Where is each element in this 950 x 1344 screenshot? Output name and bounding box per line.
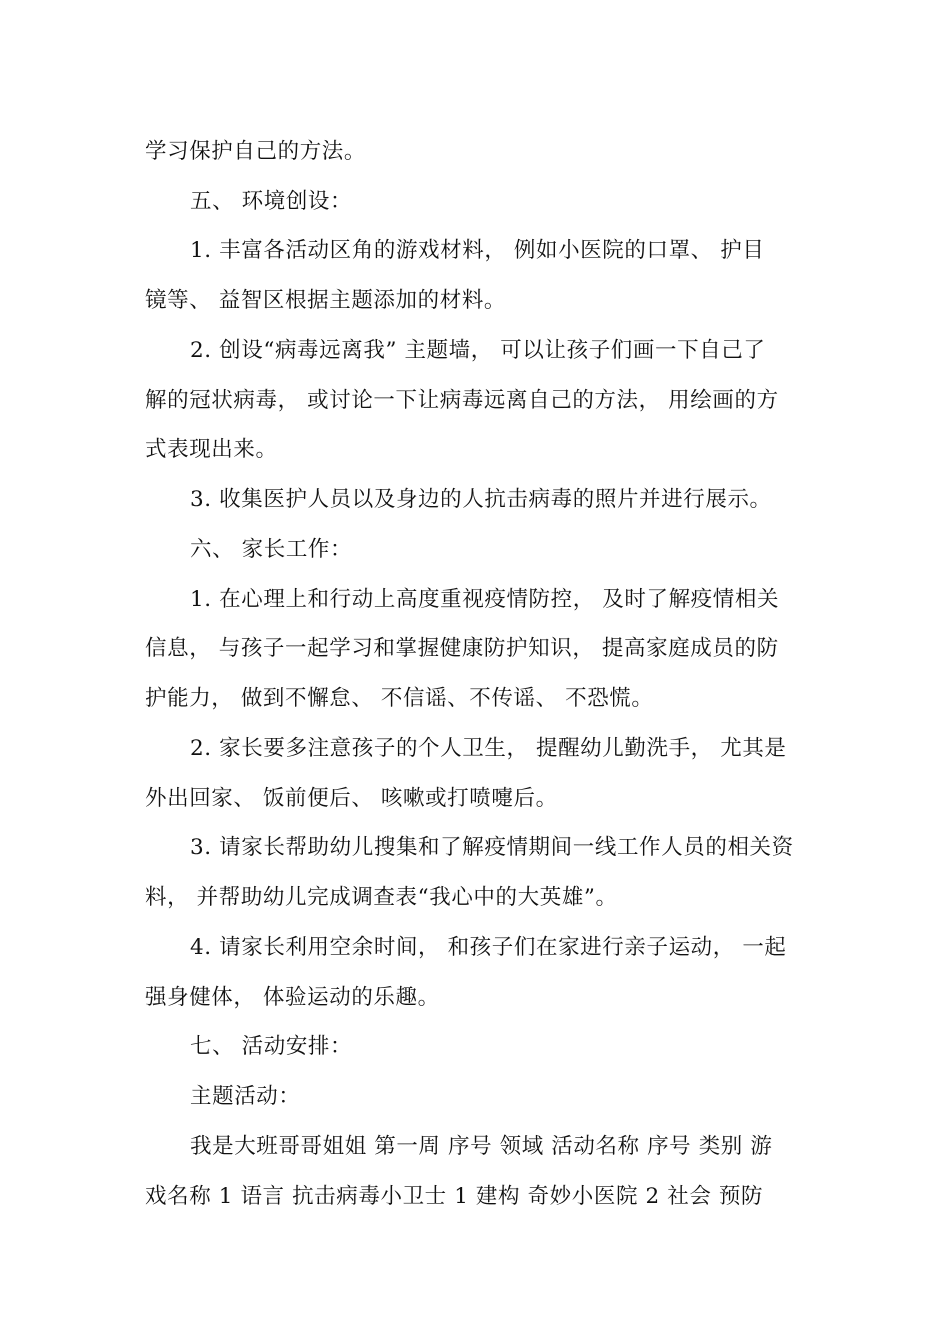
text-line: 我是大班哥哥姐姐 第一周 序号 领域 活动名称 序号 类别 游 (190, 1134, 773, 1159)
section-heading: 七、 活动安排： (190, 1034, 353, 1059)
text-line: 学习保护自己的方法。 (145, 139, 367, 164)
text-line: 式表现出来。 (145, 437, 278, 462)
text-line: 主题活动： (190, 1084, 301, 1109)
text-line: 解的冠状病毒， 或讨论一下让病毒远离自己的方法， 用绘画的方 (145, 388, 779, 413)
section-heading: 六、 家长工作： (190, 537, 353, 562)
text-line: 信息， 与孩子一起学习和掌握健康防护知识， 提高家庭成员的防 (145, 636, 779, 661)
text-line: 1. 丰富各活动区角的游戏材料， 例如小医院的口罩、 护目 (190, 238, 765, 263)
text-line: 戏名称 1 语言 抗击病毒小卫士 1 建构 奇妙小医院 2 社会 预防 (145, 1184, 764, 1209)
text-line: 强身健体， 体验运动的乐趣。 (145, 985, 440, 1010)
text-line: 4. 请家长利用空余时间， 和孩子们在家进行亲子运动， 一起 (190, 935, 787, 960)
text-line: 2. 家长要多注意孩子的个人卫生， 提醒幼儿勤洗手， 尤其是 (190, 736, 787, 761)
text-line: 护能力， 做到不懈怠、 不信谣、不传谣、 不恐慌。 (145, 686, 654, 711)
text-line: 3. 收集医护人员以及身边的人抗击病毒的照片并进行展示。 (190, 487, 772, 512)
text-line: 料， 并帮助幼儿完成调查表“我心中的大英雄”。 (145, 885, 618, 910)
section-heading: 五、 环境创设： (190, 189, 353, 214)
text-line: 外出回家、 饭前便后、 咳嗽或打喷嚏后。 (145, 786, 558, 811)
text-line: 1. 在心理上和行动上高度重视疫情防控， 及时了解疫情相关 (190, 587, 780, 612)
text-line: 3. 请家长帮助幼儿搜集和了解疫情期间一线工作人员的相关资 (190, 835, 794, 860)
text-line: 镜等、 益智区根据主题添加的材料。 (145, 288, 507, 313)
text-line: 2. 创设“病毒远离我” 主题墙， 可以让孩子们画一下自己了 (190, 338, 766, 363)
